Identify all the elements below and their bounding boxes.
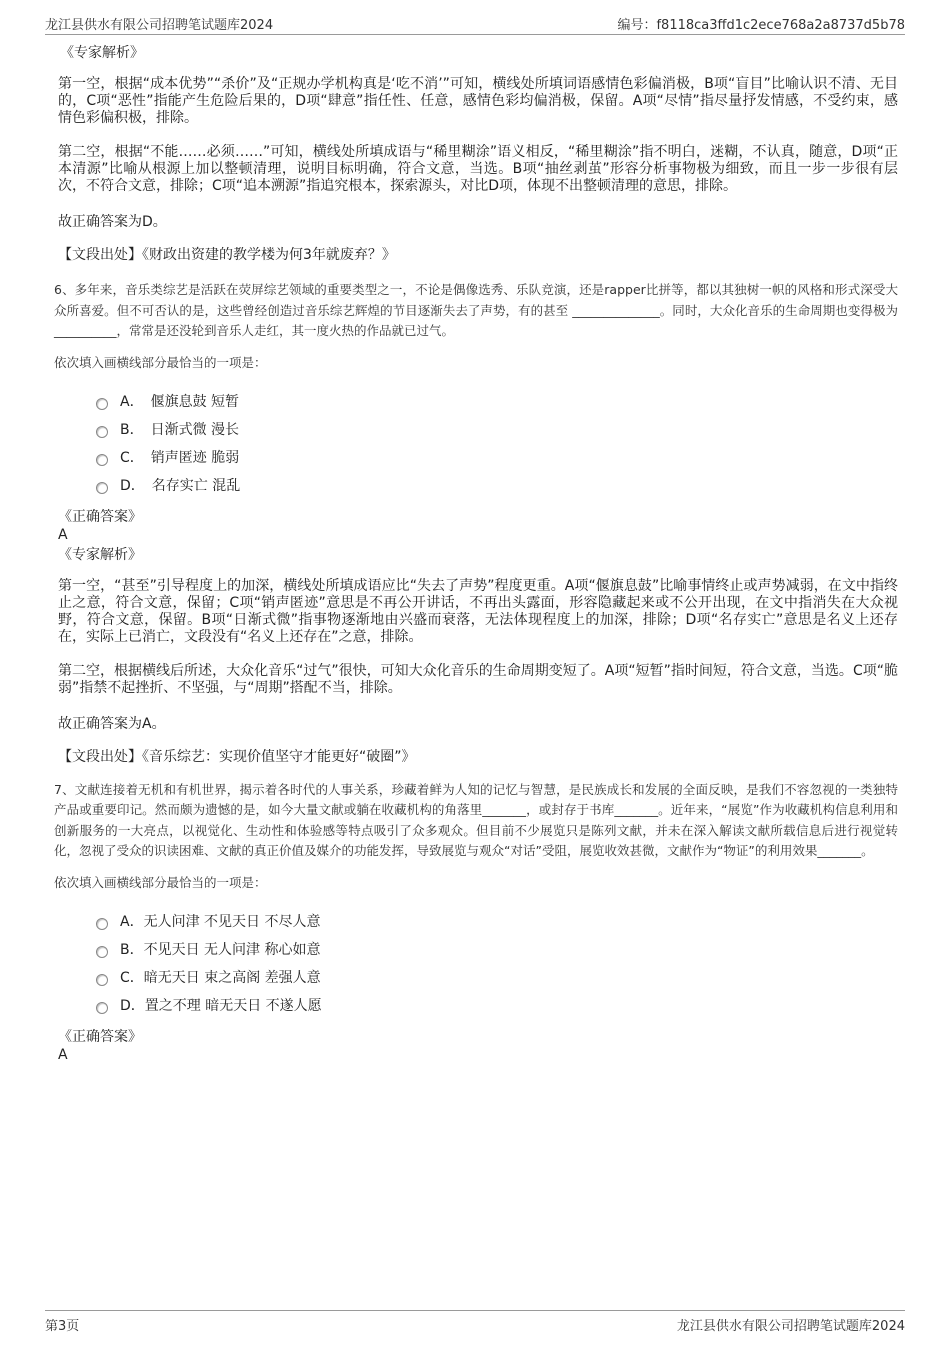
answer-label: 《正确答案》 [58,1028,142,1045]
option-c[interactable] [96,964,898,992]
page-content [54,44,898,1064]
source-citation: 【文段出处】《财政出资建的教学楼为何3年就废弃？》 [58,247,396,263]
source-citation: 【文段出处】《音乐综艺：实现价值坚守才能更好“破圈”》 [58,748,416,765]
option-b[interactable] [96,936,898,964]
option-b[interactable] [96,416,898,444]
radio-icon[interactable] [96,946,108,958]
question-text: 6、多年来，音乐类综艺是活跃在荧屏综艺领域的重要类型之一，不论是偶像选秀、乐队竞演，还是rapper比拼等，都以其独树一帜的风格和形式深受大众所喜爱。但不可否认的是，这些曾经创造过音乐综艺辉煌的节目逐渐失去了声势，有的甚至 ______________。同时，大众化音乐的生命周期也变得极为 __________，常常是还没轮到音乐人走红，其一度火热的作品就已过气。 [54,282,898,338]
radio-icon[interactable] [96,482,108,494]
option-label: B． 日渐式微 漫长 [120,421,240,438]
header-title: 龙江县供水有限公司招聘笔试题库2024 [45,18,274,33]
analysis-paragraph: 第一空，根据“成本优势”“杀价”及“正规办学机构真是‘吃不消’”可知，横线处所填词语感情色彩偏消极，B项“盲目”比喻认识不清、无目的，C项“恶性”指能产生危险后果的，D项“肆意”指任性、任意，感情色彩均偏消极，保留。A项“尽情”指尽量抒发情感，不受约束，感情色彩偏积极，排除。 [58,76,898,126]
option-list [58,388,898,500]
question-prompt: 依次填入画横线部分最恰当的一项是： [54,874,267,890]
footer-title: 龙江县供水有限公司招聘笔试题库2024 [676,1319,905,1334]
option-d[interactable] [96,992,898,1020]
radio-icon[interactable] [96,398,108,410]
radio-icon[interactable] [96,918,108,930]
radio-icon[interactable] [96,454,108,466]
option-list [58,908,898,1020]
option-d[interactable] [96,472,898,500]
correct-answer: A [58,1046,68,1063]
page-footer [45,1310,905,1334]
question-prompt: 依次填入画横线部分最恰当的一项是： [54,354,267,370]
option-a[interactable] [96,388,898,416]
analysis-label: 《专家解析》 [60,45,144,61]
analysis-paragraph: 第二空，根据横线后所述，大众化音乐“过气”很快，可知大众化音乐的生命周期变短了。A项“短暂”指时间短，符合文意，当选。C项“脆弱”指禁不起挫折、不坚强，与“周期”搭配不当，排除。 [58,662,898,696]
analysis-label: 《专家解析》 [58,546,142,563]
radio-icon[interactable] [96,974,108,986]
option-a[interactable] [96,908,898,936]
option-label: A．无人问津 不见天日 不尽人意 [120,913,321,930]
question-text: 7、文献连接着无机和有机世界，揭示着各时代的人事关系，珍藏着鲜为人知的记忆与智慧，是民族成长和发展的全面反映，是我们不容忽视的一类独特产品或重要印记。然而颇为遗憾的是，如今大量文献或躺在收藏机构的角落里_______，或封存于书库_______。近年来，“展览”作为收藏机构信息利用和创新服务的一大亮点，以视觉化、生动性和体验感等特点吸引了众多观众。但目前不少展览只是陈列文献，并未在深入解读文献所载信息后进行视觉转化，忽视了受众的识读困难、文献的真正价值及媒介的功能发挥，导致展览与观众“对话”受阻，展览收效甚微，文献作为“物证”的利用效果_______。 [54,781,898,858]
option-c[interactable] [96,444,898,472]
answer-label: 《正确答案》 [58,508,142,525]
header-document-id: 编号：f8118ca3ffd1c2ece768a2a8737d5b78 [617,18,905,33]
analysis-paragraph: 第一空，“甚至”引导程度上的加深，横线处所填成语应比“失去了声势”程度更重。A项“偃旗息鼓”比喻事情终止或声势减弱，在文中指终止之意，符合文意，保留；C项“销声匿迹”意思是不再公开讲话，不再出头露面，形容隐藏起来或不公开出现，在文中指消失在大众视野，符合文意，保留。B项“日渐式微”指事物逐渐地由兴盛而衰落，无法体现程度上的加深，排除；D项“名存实亡”意思是名义上还存在，实际上已消亡，文段没有“名义上还存在”之意，排除。 [58,577,898,645]
option-label: D． 名存实亡 混乱 [120,477,241,494]
correct-answer: A [58,526,68,543]
page-header [45,14,905,35]
conclusion: 故正确答案为A。 [58,715,166,732]
analysis-paragraph: 第二空，根据“不能……必须……”可知，横线处所填成语与“稀里糊涂”语义相反，“稀里糊涂”指不明白，迷糊，不认真，随意，D项“正本清源”比喻从根源上加以整顿清理，说明目标明确，符合文意，当选。B项“抽丝剥茧”形容分析事物极为细致，而且一步一步很有层次，不符合文意，排除；C项“追本溯源”指追究根本，探索源头，对比D项，体现不出整顿清理的意思，排除。 [58,144,898,194]
conclusion: 故正确答案为D。 [58,214,167,230]
radio-icon[interactable] [96,426,108,438]
option-label: D．置之不理 暗无天日 不遂人愿 [120,997,322,1014]
option-label: B．不见天日 无人问津 称心如意 [120,941,321,958]
option-label: C．暗无天日 束之高阁 差强人意 [120,969,321,986]
page-number: 第3页 [45,1319,80,1334]
radio-icon[interactable] [96,1002,108,1014]
option-label: C． 销声匿迹 脆弱 [120,449,240,466]
option-label: A． 偃旗息鼓 短暂 [120,393,240,410]
